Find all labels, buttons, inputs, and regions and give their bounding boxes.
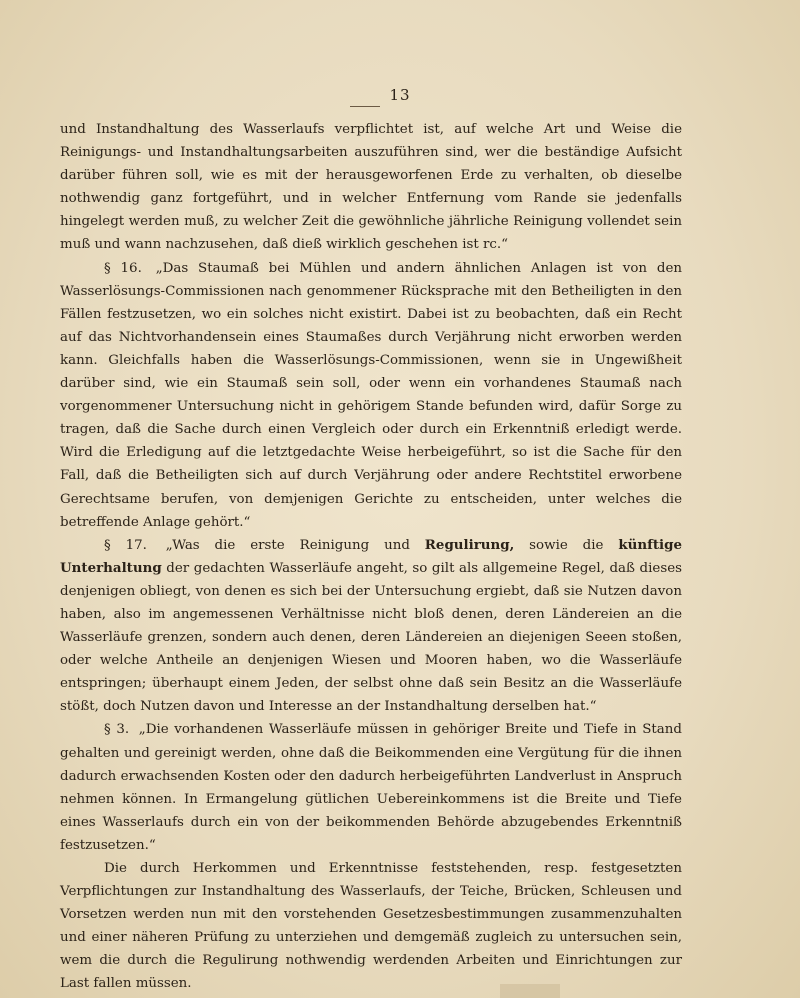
page-number: 13 <box>389 86 411 104</box>
emphasis-kuenftige-unterhaltung: künftige Unterhaltung <box>60 536 682 576</box>
paragraph-text-end: der gedachten Wasserläufe angeht, so gilt als allgemeine Regel, daß dieses denjenigen obliegt, von denen es sich bei der Untersuchung ergiebt, daß sie Nutzen davon haben, also im angemessenen Verhältnisse nicht bloß denen, deren Ländereien an die Wasserläufe grenzen, sondern auch denen, deren Ländereien an diejenigen Seeen stoßen, oder welche Antheile an denjenigen Wiesen und Mooren haben, wo die Wasserläufe entspringen; überhaupt einem Jeden, der selbst ohne daß sein Besitz an die Wasserläufe stößt, doch Nutzen davon und Interesse an der Instandhaltung derselben hat.“ <box>60 560 682 715</box>
paragraph-closing <box>60 857 682 996</box>
paragraph-text-start: „Was die erste Reinigung und <box>165 537 425 553</box>
paragraph-section-3 <box>60 718 682 857</box>
paragraph-text: „Das Staumaß bei Mühlen und andern ähnlichen Anlagen ist von den Wasserlösungs-Commissionen nach genommener Rücksprache mit den Betheiligten in den Fällen festzusetzen, wo ein solches nicht existirt. Dabei ist zu beobachten, daß ein Recht auf das Nichtvorhandensein eines Staumaßes durch Verjährung nicht erworben werden kann. Gleichfalls haben die Wasserlösungs-Commissionen, wenn sie in Ungewißheit darüber sind, wie ein Staumaß sein soll, oder wenn ein vorhandenes Staumaß nach vorgenommener Untersuchung nicht in gehörigem Stande befunden wird, dafür Sorge zu tragen, daß die Sache durch einen Vergleich oder durch ein Erkenntniß erledigt werde. Wird die Erledigung auf die letztgedachte Weise herbeigeführt, so ist die Sache für den Fall, daß die Betheiligten sich auf durch Verjährung oder andere Rechtstitel erworbene Gerechtsame berufen, von demjenigen Gerichte zu entscheiden, unter welches die betreffende Anlage gehört.“ <box>60 260 682 530</box>
section-mark: § 17. <box>104 537 147 553</box>
paragraph-section-16 <box>60 257 682 534</box>
paragraph-continuation <box>60 118 682 257</box>
page-number-rule <box>350 106 380 107</box>
paragraph-section-17 <box>60 534 682 719</box>
paragraph-text-middle: sowie die <box>529 537 619 553</box>
body-text <box>60 118 682 996</box>
paragraph-text: „Die vorhandenen Wasserläufe müssen in gehöriger Breite und Tiefe in Stand gehalten und gereinigt werden, ohne daß die Beikommenden eine Vergütung für die ihnen dadurch erwachsenden Kosten oder den dadurch herbeigeführten Landverlust in Anspruch nehmen können. In Ermangelung gütlichen Uebereinkommens ist die Breite und Tiefe eines Wasserlaufs durch ein von der beikommenden Behörde abzugebendes Erkenntniß festzusetzen.“ <box>60 722 682 853</box>
emphasis-regulirung: Regulirung, <box>424 536 515 553</box>
section-mark: § 16. <box>104 260 142 276</box>
section-mark: § 3. <box>104 722 130 738</box>
paragraph-text: und Instandhaltung des Wasserlaufs verpflichtet ist, auf welche Art und Weise die Reinigungs- und Instandhaltungsarbeiten auszuführen sind, wer die beständige Aufsicht darüber führen soll, wie es mit der herausgeworfenen Erde zu verhalten, ob dieselbe nothwendig ganz fortgeführt, und in welcher Entfernung vom Rande sie jedenfalls hingelegt werden muß, zu welcher Zeit die gewöhnliche jährliche Reinigung vollendet sein muß und wann nachzusehen, daß dieß wirklich geschehen ist rc.“ <box>60 122 682 253</box>
paper-stain <box>500 984 560 998</box>
paragraph-text: Die durch Herkommen und Erkenntnisse feststehenden, resp. festgesetzten Verpflichtungen zur Instandhaltung des Wasserlaufs, der Teiche, Brücken, Schleusen und Vorsetzen werden nun mit den vorstehenden Gesetzesbestimmungen zusammenzuhalten und einer näheren Prüfung zu unterziehen und demgemäß zugleich zu untersuchen sein, wem die durch die Regulirung nothwendig werdenden Arbeiten und Einrichtungen zur Last fallen müssen. <box>60 861 682 992</box>
